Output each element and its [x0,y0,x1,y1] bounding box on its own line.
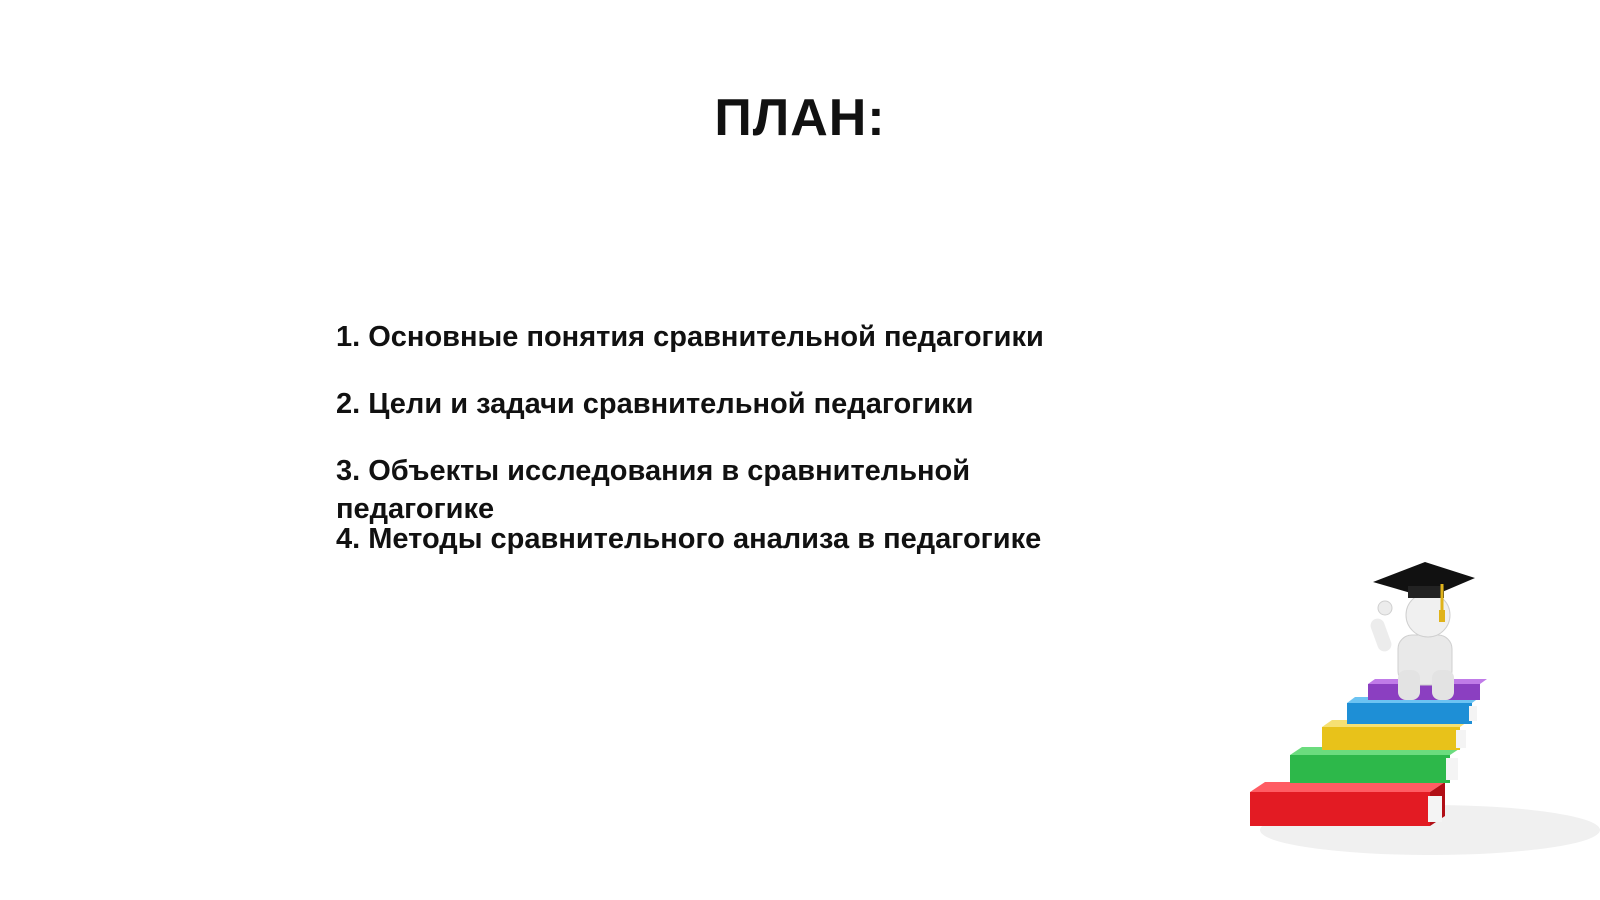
book-red [1250,782,1445,826]
graduate-on-books-icon [1250,560,1600,880]
slide-title: ПЛАН: [714,89,886,147]
book-yellow [1322,720,1470,750]
book-green [1290,747,1462,783]
plan-item-3: 3. Объекты исследования в сравнительной педагогике [336,455,971,525]
plan-item-2: 2. Цели и задачи сравнительной педагогики [336,388,974,420]
book-blue [1347,697,1480,724]
plan-item-4: 4. Методы сравнительного анализа в педагогике [336,523,1042,555]
plan-item-1: 1. Основные понятия сравнительной педагогики [336,321,1044,353]
